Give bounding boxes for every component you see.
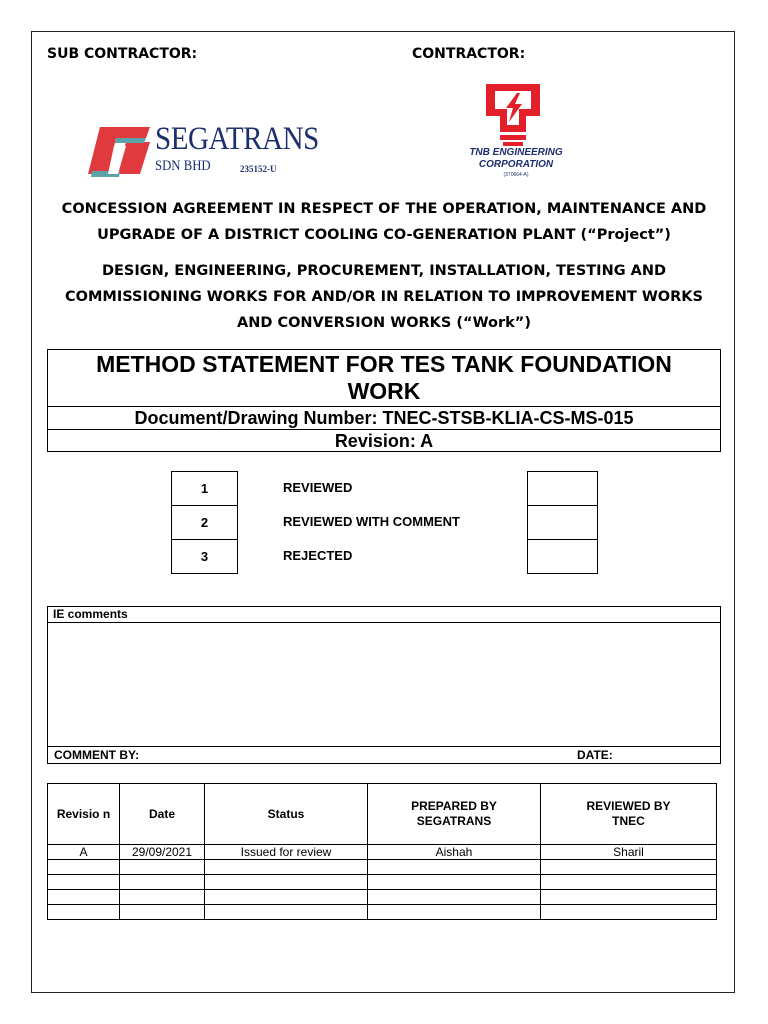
- cell-prepared-by: Aishah: [368, 845, 541, 860]
- method-statement-box: [47, 349, 721, 452]
- tnb-logo-name-line1: TNB ENGINEERING: [469, 147, 563, 158]
- contractor-label: CONTRACTOR:: [412, 46, 526, 62]
- header-reviewed-by: REVIEWED BY TNEC: [541, 784, 717, 845]
- cell-reviewed-by: [541, 860, 717, 875]
- segatrans-logo-name: SEGATRANS: [155, 121, 319, 157]
- cell-status: [205, 860, 368, 875]
- document-number: Document/Drawing Number: TNEC-STSB-KLIA-CS-MS-015: [48, 407, 720, 430]
- cell-revision: A: [48, 845, 120, 860]
- revision-table: [47, 783, 717, 920]
- cell-revision: [48, 905, 120, 920]
- cell-prepared-by: [368, 860, 541, 875]
- revision-label: Revision: A: [334, 431, 434, 451]
- cell-date: [120, 875, 205, 890]
- cell-reviewed-by: [541, 875, 717, 890]
- method-statement-title: [48, 350, 720, 407]
- cell-revision: [48, 860, 120, 875]
- cell-prepared-by: [368, 905, 541, 920]
- review-option-number: 2: [171, 505, 238, 540]
- review-option-label: REVIEWED WITH COMMENT: [283, 514, 460, 529]
- works-title: [52, 258, 716, 336]
- cell-reviewed-by: [541, 905, 717, 920]
- header-revision: Revisio n: [48, 784, 120, 845]
- cell-status: [205, 890, 368, 905]
- table-row: [48, 890, 717, 905]
- concession-title: [52, 196, 716, 248]
- works-title-line2: COMMISSIONING WORKS FOR AND/OR IN RELATION TO IMPROVEMENT WORKS: [65, 289, 703, 305]
- segatrans-logo-sdn: SDN BHD: [155, 158, 211, 174]
- date-label: DATE:: [577, 748, 613, 762]
- cell-date: [120, 860, 205, 875]
- cell-prepared-by: [368, 875, 541, 890]
- cell-date: 29/09/2021: [120, 845, 205, 860]
- review-option-number: 3: [171, 539, 238, 574]
- cell-reviewed-by: [541, 890, 717, 905]
- method-statement-title-line2: WORK: [347, 378, 421, 404]
- cell-revision: [48, 890, 120, 905]
- tnb-logo-reg: (370664-A): [503, 172, 529, 178]
- works-title-line3: AND CONVERSION WORKS (“Work”): [237, 315, 531, 331]
- comment-by-label: COMMENT BY:: [54, 748, 140, 762]
- table-row: [48, 875, 717, 890]
- sub-contractor-label: SUB CONTRACTOR:: [47, 46, 198, 62]
- review-option-label: REJECTED: [283, 548, 353, 563]
- method-statement-title-line1: METHOD STATEMENT FOR TES TANK FOUNDATION: [96, 351, 672, 377]
- cell-status: [205, 875, 368, 890]
- ie-comments-box[interactable]: [47, 606, 721, 764]
- table-row: [48, 845, 717, 860]
- review-option-checkbox-rejected[interactable]: [527, 539, 598, 574]
- cell-reviewed-by: Sharil: [541, 845, 717, 860]
- tnb-logo-mark: [482, 82, 544, 148]
- review-option-label: REVIEWED: [283, 480, 353, 495]
- concession-title-line1: CONCESSION AGREEMENT IN RESPECT OF THE OPERATION, MAINTENANCE AND: [61, 201, 707, 217]
- table-row: [48, 860, 717, 875]
- header-date: Date: [120, 784, 205, 845]
- ie-comments-footer: [48, 746, 720, 763]
- cell-revision: [48, 875, 120, 890]
- review-option-number: 1: [171, 471, 238, 506]
- header-status: Status: [205, 784, 368, 845]
- tnb-logo-name: [461, 147, 571, 171]
- table-row: [48, 905, 717, 920]
- review-option-checkbox-reviewed-with-comment[interactable]: [527, 505, 598, 540]
- segatrans-logo-reg: 235152-U: [240, 164, 277, 174]
- ie-comments-heading: IE comments: [48, 607, 720, 623]
- tnb-logo-name-line2: CORPORATION: [478, 159, 554, 170]
- header-prepared-by: PREPARED BY SEGATRANS: [368, 784, 541, 845]
- cell-status: Issued for review: [205, 845, 368, 860]
- concession-title-line2: UPGRADE OF A DISTRICT COOLING CO-GENERATION PLANT (“Project”): [97, 227, 671, 243]
- cell-status: [205, 905, 368, 920]
- cell-prepared-by: [368, 890, 541, 905]
- cell-date: [120, 905, 205, 920]
- cell-date: [120, 890, 205, 905]
- review-option-checkbox-reviewed[interactable]: [527, 471, 598, 506]
- revision-table-header-row: [48, 784, 717, 845]
- works-title-line1: DESIGN, ENGINEERING, PROCUREMENT, INSTALLATION, TESTING AND: [101, 263, 667, 279]
